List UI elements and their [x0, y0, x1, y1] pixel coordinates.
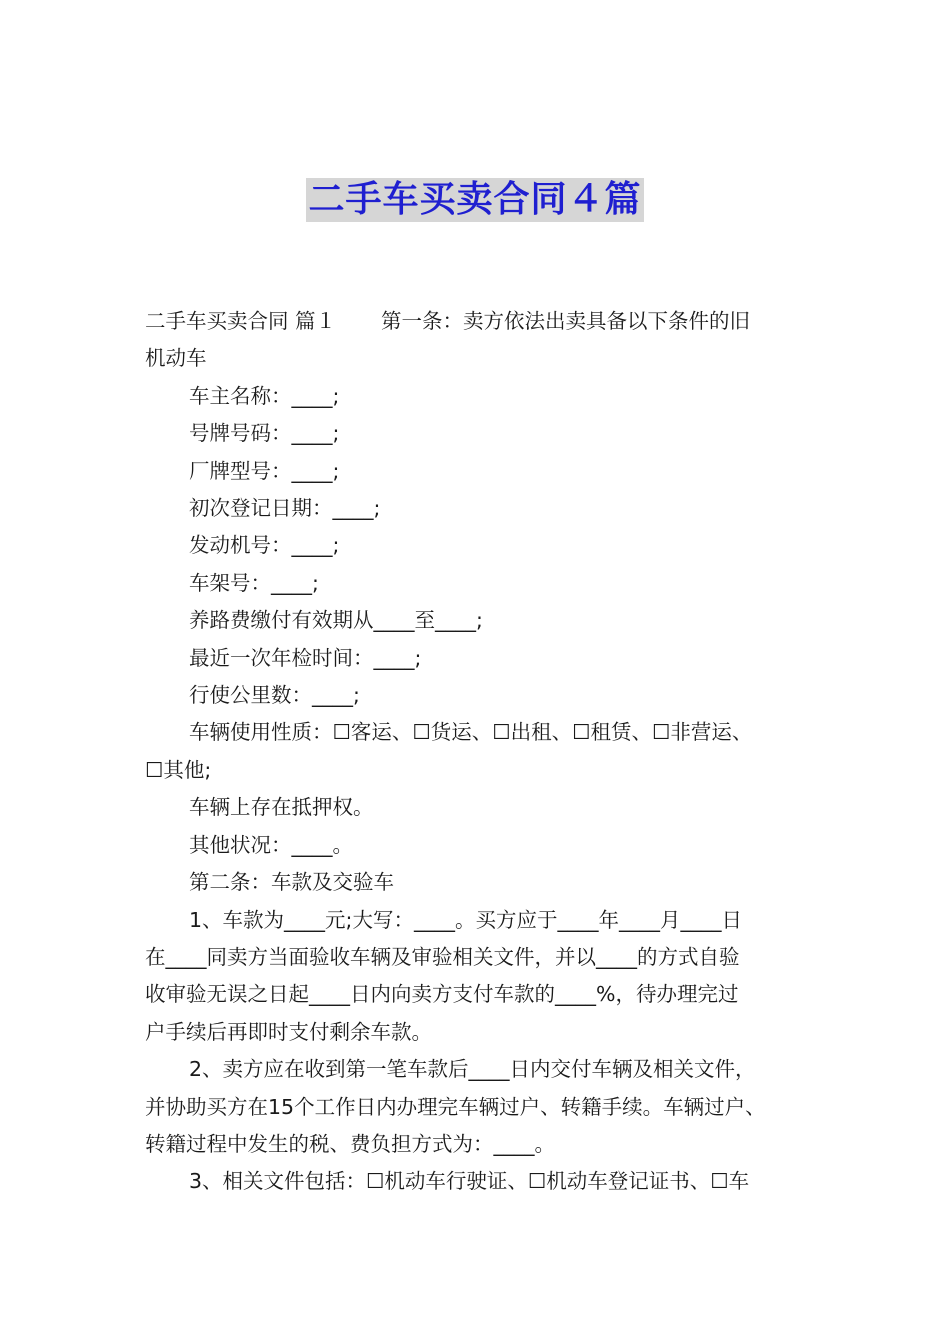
paragraph-line — [145, 602, 810, 639]
line-text: 第二条：车款及交验车 — [189, 870, 394, 895]
line-text: 收审验无误之日起____日内向卖方支付车款的____%，待办理完过 — [145, 982, 739, 1007]
paragraph-line — [145, 752, 810, 789]
paragraph-line — [145, 1126, 810, 1163]
paragraph-line — [145, 864, 810, 901]
line-text: 1、车款为____元;大写：____。买方应于____年____月____日 — [189, 907, 742, 932]
paragraph-line — [145, 939, 810, 976]
paragraph-line — [145, 303, 810, 340]
paragraph-line — [145, 1163, 810, 1200]
paragraph-line — [145, 976, 810, 1013]
paragraph-line — [145, 415, 810, 452]
paragraph-line — [145, 527, 810, 564]
line-text: 转籍过程中发生的税、费负担方式为：____。 — [145, 1131, 555, 1156]
paragraph-line — [145, 1051, 810, 1088]
paragraph-line — [145, 340, 810, 377]
line-text: 车架号：____; — [189, 570, 319, 595]
line-text: 初次登记日期：____; — [189, 496, 381, 521]
paragraph-line — [145, 640, 810, 677]
paragraph-line — [145, 565, 810, 602]
line-text: 最近一次年检时间：____; — [189, 645, 422, 670]
line-text: 车辆使用性质：☐客运、☐货运、☐出租、☐租赁、☐非营运、 — [189, 720, 753, 745]
line-text: 2、卖方应在收到第一笔车款后____日内交付车辆及相关文件， — [189, 1057, 756, 1082]
paragraph-line — [145, 677, 810, 714]
line-text: 号牌号码：____; — [189, 421, 340, 446]
paragraph-line — [145, 453, 810, 490]
paragraph-line — [145, 789, 810, 826]
paragraph-line — [145, 1014, 810, 1051]
line-text: 二手车买卖合同 篇１ — [145, 309, 337, 333]
line-text: 3、相关文件包括：☐机动车行驶证、☐机动车登记证书、☐车 — [189, 1169, 750, 1194]
document-title: 二手车买卖合同４篇 — [308, 179, 642, 220]
line-text: ☐其他; — [145, 757, 212, 782]
line-text: 在____同卖方当面验收车辆及审验相关文件，并以____的方式自验 — [145, 944, 740, 969]
line-text: 并协助买方在15个工作日内办理完车辆过户、转籍手续。车辆过户、 — [145, 1094, 766, 1119]
line-text: 其他状况：____。 — [189, 832, 353, 857]
title-container — [0, 178, 950, 222]
line-text: 车主名称：____; — [189, 383, 340, 408]
line-text: 养路费缴付有效期从____至____; — [189, 608, 483, 633]
paragraph-line — [145, 714, 810, 751]
document-body — [145, 303, 810, 1201]
line-text: 车辆上存在抵押权。 — [189, 795, 374, 820]
paragraph-line — [145, 490, 810, 527]
line-text: 机动车 — [145, 346, 207, 371]
paragraph-line — [145, 827, 810, 864]
paragraph-line — [145, 1089, 810, 1126]
line-text: 行使公里数：____; — [189, 683, 360, 708]
line-text-continuation: 第一条：卖方依法出卖具备以下条件的旧 — [381, 309, 751, 333]
line-text: 户手续后再即时支付剩余车款。 — [145, 1019, 432, 1044]
line-text: 发动机号：____; — [189, 533, 340, 558]
line-text: 厂牌型号：____; — [189, 458, 340, 483]
paragraph-line — [145, 378, 810, 415]
paragraph-line — [145, 902, 810, 939]
